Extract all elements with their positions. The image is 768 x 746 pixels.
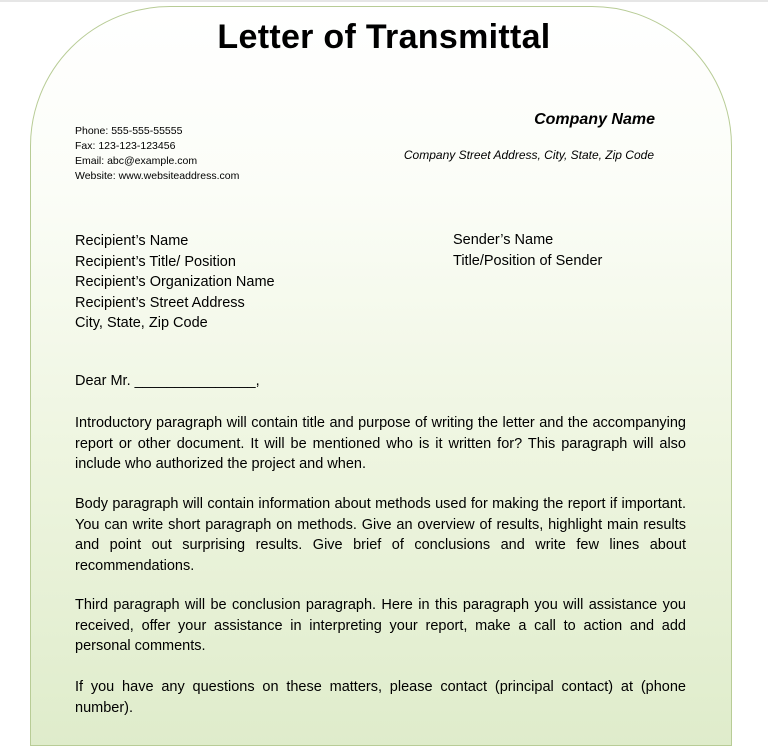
contact-phone: Phone: 555-555-55555 (75, 125, 183, 137)
recipient-city-state-zip: City, State, Zip Code (75, 315, 208, 331)
recipient-organization: Recipient’s Organization Name (75, 274, 275, 290)
contact-website: Website: www.websiteaddress.com (75, 170, 240, 182)
sender-block (453, 230, 602, 271)
salutation: Dear Mr. _______________, (75, 373, 260, 389)
sender-title: Title/Position of Sender (453, 252, 603, 269)
recipient-street-address: Recipient’s Street Address (75, 294, 245, 311)
introductory-paragraph: Introductory paragraph will contain title and purpose of writing the letter and the accompanying report or other document. It will be mentioned who is it written for? This paragraph will also include who authorized the project and when. (75, 415, 686, 472)
contact-email: Email: abc@example.com (75, 155, 198, 167)
contact-fax: Fax: 123-123-123456 (75, 140, 176, 152)
top-border-line (0, 0, 768, 2)
body-paragraph: Body paragraph will contain information about methods used for making the report if important. You can write short paragraph on methods. Give an overview of results, highlight main results and point out surprising results. Give brief of conclusions and write few lines about recommendations. (75, 496, 686, 574)
recipient-block (75, 231, 275, 334)
conclusion-paragraph: Third paragraph will be conclusion paragraph. Here in this paragraph you will assistance you received, offer your assistance in interpreting your report, make a call to action and add personal comments. (75, 597, 686, 654)
sender-name: Sender’s Name (453, 232, 554, 248)
recipient-title: Recipient’s Title/ Position (75, 253, 236, 270)
contact-paragraph: If you have any questions on these matters, please contact (principal contact) at (phone number). (75, 679, 686, 716)
document-title: Letter of Transmittal (217, 18, 551, 56)
recipient-name: Recipient’s Name (75, 233, 189, 249)
contact-block (75, 124, 239, 184)
company-address: Company Street Address, City, State, Zip Code (403, 148, 654, 162)
company-name: Company Name (534, 111, 655, 128)
